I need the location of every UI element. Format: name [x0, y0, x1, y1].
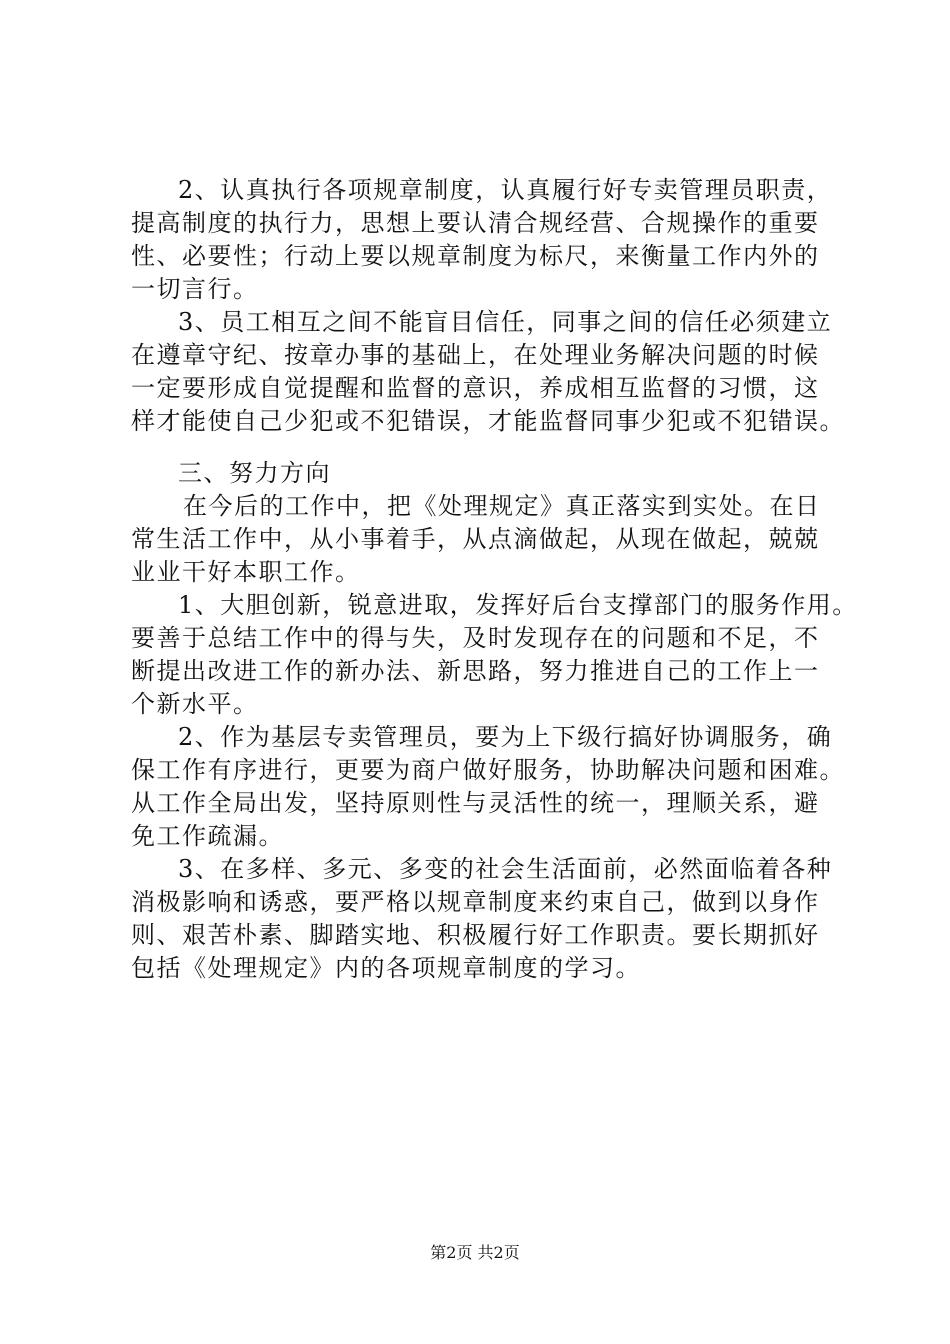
- paragraph-line: 性、必要性；行动上要以规章制度为标尺，来衡量工作内外的: [131, 242, 820, 270]
- document-body: [131, 174, 858, 985]
- paragraph-line: 在遵章守纪、按章办事的基础上，在处理业务解决问题的时候: [131, 341, 820, 369]
- paragraph-line: 包括《处理规定》内的各项规章制度的学习。: [131, 954, 641, 982]
- paragraph-line: 消极影响和诱惑，要严格以规章制度来约束自己，做到以身作: [131, 888, 820, 916]
- paragraph-line: 要善于总结工作中的得与失，及时发现存在的问题和不足，不: [131, 624, 820, 652]
- section-heading: 三、努力方向: [178, 459, 331, 487]
- page-footer: 第2页 共2页: [430, 1243, 520, 1262]
- paragraph-line: 1、大胆创新，锐意进取，发挥好后台支撑部门的服务作用。: [178, 591, 858, 619]
- paragraph-line: 样才能使自己少犯或不犯错误，才能监督同事少犯或不犯错误。: [131, 407, 845, 435]
- paragraph-line: 2、认真执行各项规章制度，认真履行好专卖管理员职责，: [178, 176, 833, 204]
- paragraph-line: 在今后的工作中，把《处理规定》真正落实到实处。在日: [183, 492, 821, 520]
- paragraph-line: 一定要形成自觉提醒和监督的意识，养成相互监督的习惯，这: [131, 374, 820, 402]
- paragraph-line: 2、作为基层专卖管理员，要为上下级行搞好协调服务，确: [178, 723, 833, 751]
- paragraph-line: 3、在多样、多元、多变的社会生活面前，必然面临着各种: [178, 855, 833, 883]
- paragraph-line: 则、艰苦朴素、脚踏实地、积极履行好工作职责。要长期抓好: [131, 921, 820, 949]
- paragraph-line: 业业干好本职工作。: [131, 558, 361, 586]
- paragraph-gap: [131, 438, 831, 457]
- paragraph-line: 一切言行。: [131, 275, 259, 303]
- paragraph-line: 3、员工相互之间不能盲目信任，同事之间的信任必须建立: [178, 308, 833, 336]
- paragraph-line: 提高制度的执行力，思想上要认清合规经营、合规操作的重要: [131, 209, 820, 237]
- paragraph-line: 保工作有序进行，更要为商户做好服务，协助解决问题和困难。: [131, 756, 845, 784]
- paragraph-line: 个新水平。: [131, 690, 259, 718]
- paragraph-line: 常生活工作中，从小事着手，从点滴做起，从现在做起，兢兢: [131, 525, 820, 553]
- paragraph-line: 免工作疏漏。: [131, 822, 284, 850]
- paragraph-line: 从工作全局出发，坚持原则性与灵活性的统一，理顺关系，避: [131, 789, 820, 817]
- paragraph-line: 断提出改进工作的新办法、新思路，努力推进自己的工作上一: [131, 657, 820, 685]
